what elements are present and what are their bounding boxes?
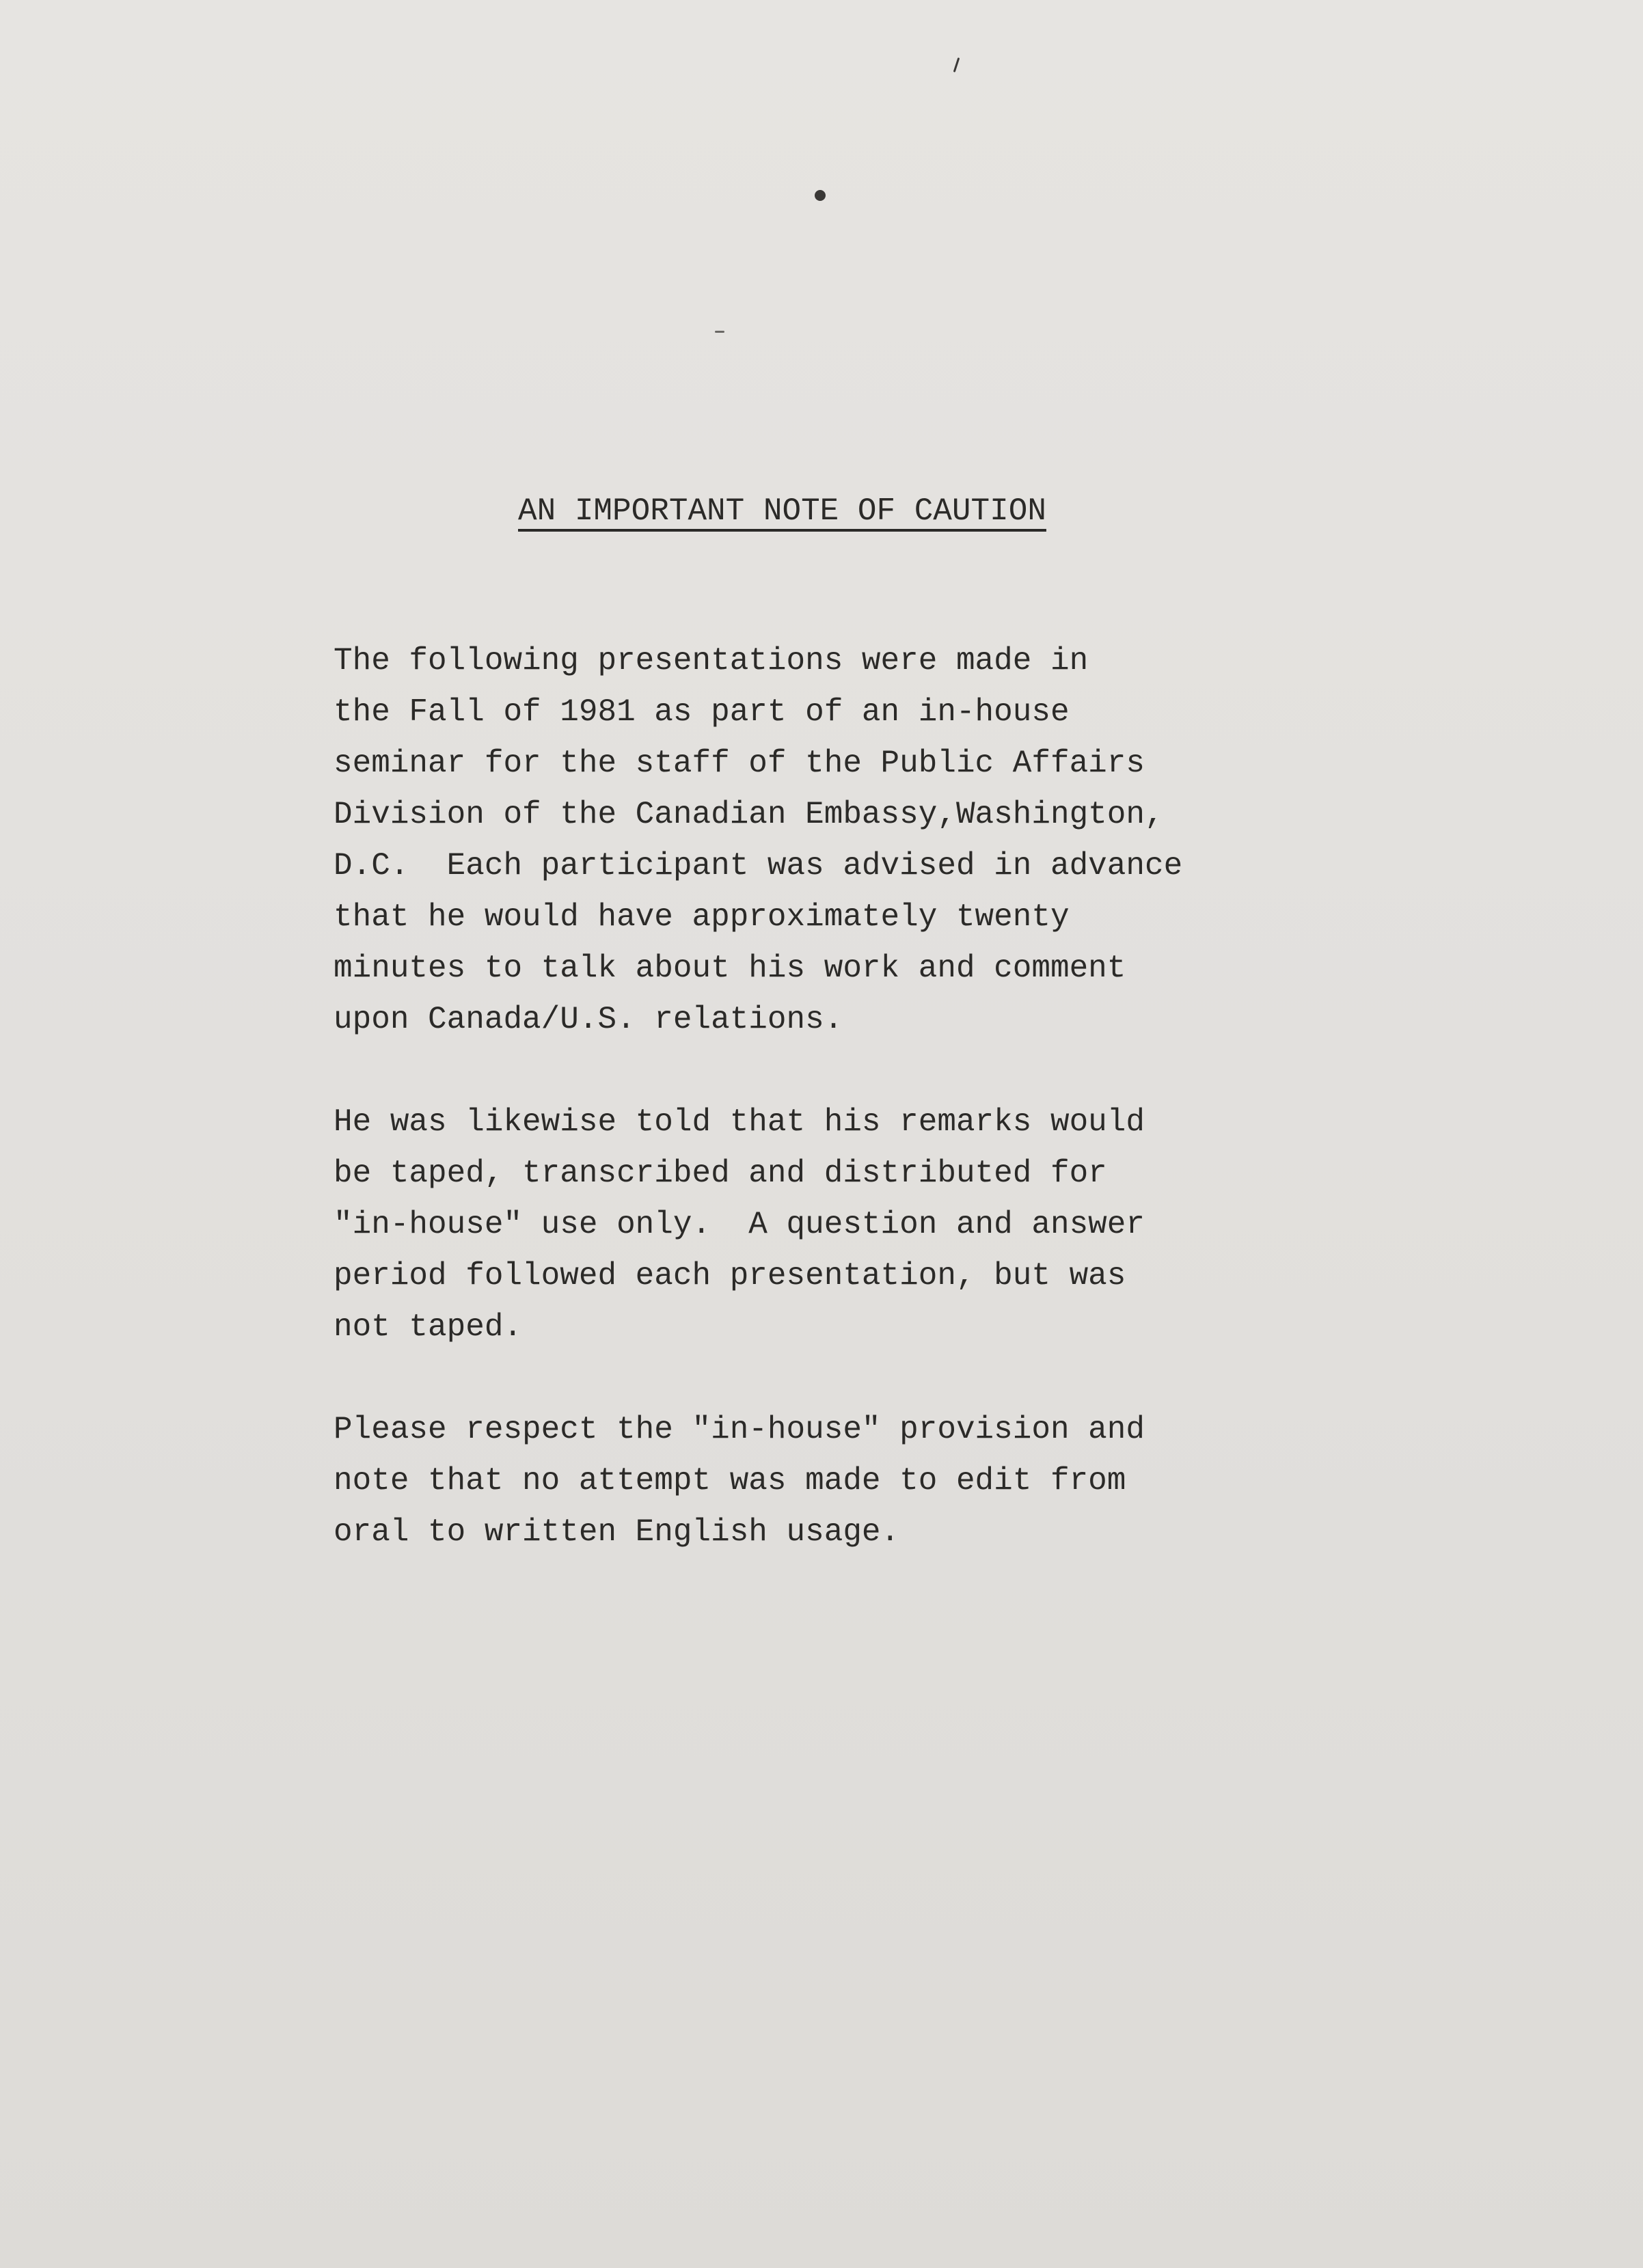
- stray-dash-mark: [715, 331, 724, 333]
- stray-mark: [953, 57, 960, 72]
- ink-dot-mark: [815, 190, 826, 201]
- paragraph-taping: He was likewise told that his remarks would be taped, transcribed and distributed for "in-house" use only. A question and answer period followed each presentation, but was not taped.: [334, 1104, 1145, 1345]
- paragraph-presentations: The following presentations were made in the Fall of 1981 as part of an in-house seminar for the staff of the Public Affairs Division of the Canadian Embassy,Washington, D.C. Each participant was advised in advance that he would have approximately twenty minutes to talk about his work and comment upon Canada/U.S. relations.: [334, 643, 1183, 1037]
- page-title: AN IMPORTANT NOTE OF CAUTION: [518, 493, 1046, 529]
- paragraph-in-house-provision: Please respect the "in-house" provision and note that no attempt was made to edit from oral to written English usage.: [334, 1412, 1145, 1550]
